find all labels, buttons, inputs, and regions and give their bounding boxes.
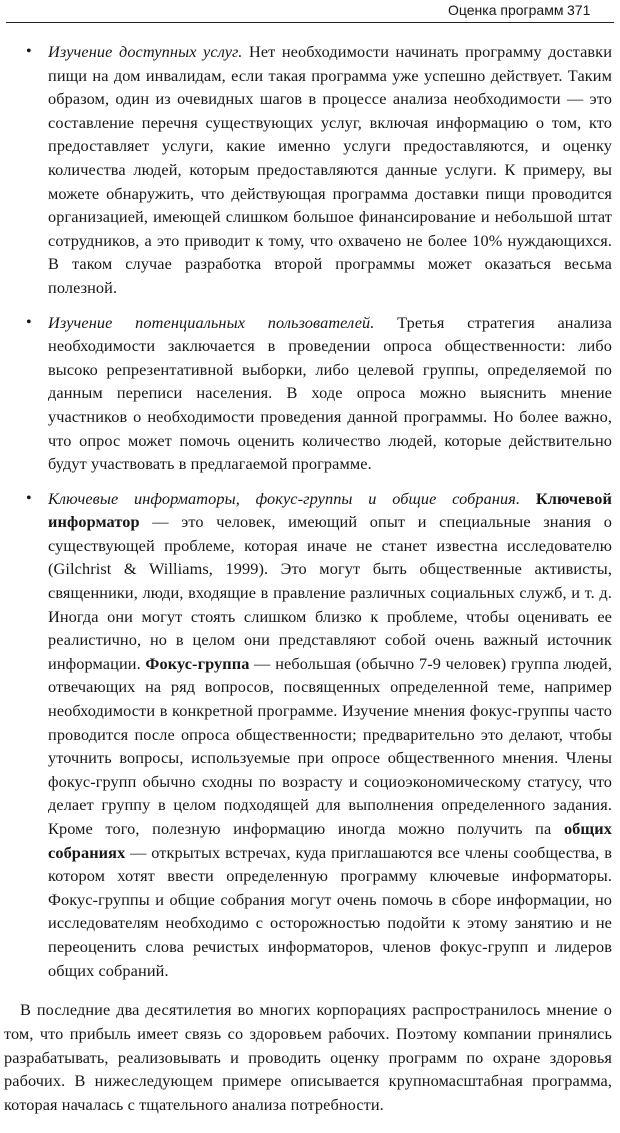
bullet-item-existing-services	[0, 40, 620, 300]
bullet-item-potential-users	[0, 311, 620, 476]
bullet-body: Нет необходимости начинать программу доставки пищи на дом инвалидам, если такая программа уже успешно действует. Таким образом, один из очевидных шагов в процессе анализа необходимости — это составление перечня существующих услуг, включая информацию о том, кто предоставляет услуги, какие именно услуги предоставляются, и оценку количества людей, которым предоставляются данные услуги. К примеру, вы можете обнаружить, что действующая программа доставки пищи проводится организацией, имеющей слишком большое финансирование и небольшой штат сотрудников, а это приводит к тому, что охвачено не более 10% нуждающихся. В таком случае разработка второй программы может оказаться весьма полезной.	[48, 42, 613, 297]
running-head-title: Оценка программ	[448, 2, 564, 18]
bullet-body: — открытых встречах, куда приглашаются все члены сообщества, в котором хотят ввести определенную программу ключевые информаторы. Фокус-группы и общие собрания могут очень помочь в сборе информации, но исследователям необходимо с осторожностью подойти к этому занятию и не переоценить слова речистых информаторов, членов фокус-групп и лидеров общих собраний.	[48, 842, 612, 980]
bullet-lead: Ключевые информаторы, фокус-группы и общие собрания.	[48, 488, 521, 508]
page-number: 371	[567, 2, 591, 18]
term-key-informant: Ключевой информатор	[48, 488, 613, 532]
bullet-marker: •	[26, 313, 32, 331]
bullet-lead: Изучение потенциальных пользователей.	[48, 312, 375, 332]
page-body	[0, 40, 620, 1133]
bullet-item-key-informants	[0, 487, 620, 982]
bullet-marker: •	[26, 43, 32, 60]
term-focus-group: Фокус-группа	[145, 653, 250, 673]
bullet-lead: Изучение доступных услуг.	[48, 42, 243, 61]
bullet-text	[48, 487, 612, 982]
bullet-text	[48, 311, 612, 476]
bullet-body: — небольшая (обычно 7-9 человек) группа людей, отвечающих на ряд вопросов, посвященных определенной теме, например необходимости в конкретной программе. Изучение мнения фокус-группы часто проводится после опроса общественности; предварительно это делают, чтобы уточнить вопросы, используемые при опросе общественного мнения. Члены фокус-групп обычно сходны по возрасту и социоэкономическому статусу, что делает группу в целом подходящей для выполнения определенного задания. Кроме того, полезную информацию иногда можно получить па	[48, 653, 612, 838]
closing-paragraph: В последние два десятилетия во многих корпорациях распространилось мнение о том, что прибыль имеет связь со здоровьем рабочих. Поэтому компании принялись разрабатывать, реализовывать и проводить оценку программ по охране здоровья рабочих. В нижеследующем примере описывается крупномасштабная программа, которая началась с тщательного анализа потребности.	[4, 1000, 612, 1114]
header-rule	[6, 22, 614, 23]
term-general-meetings: общих собраниях	[48, 819, 612, 862]
bullet-body: — это человек, имеющий опыт и специальные знания о существующей проблеме, которая иначе не станет известна исследователю (Gilchrist & Williams, 1999). Это могут быть общественные активисты, священники, люди, входящие в правление различных социальных служб, и т. д. Иногда они могут стоять слишком близко к проблеме, чтобы оценивать ее реалистично, но в целом они представляют собой очень важный источник информации.	[48, 512, 612, 673]
bullet-text	[48, 40, 612, 300]
running-head	[0, 0, 620, 22]
bullet-body: Третья стратегия анализа необходимости заключается в проведении опроса общественности: либо высоко репрезентативной выборки, либо целевой группы, определяемой по данным переписи населения. В ходе опроса можно выяснить мнение участников о необходимости проведения данной программы. Но более важно, что опрос может помочь оценить количество людей, которые действительно будут участвовать в предлагаемой программе.	[48, 312, 612, 474]
bullet-marker: •	[26, 489, 32, 507]
